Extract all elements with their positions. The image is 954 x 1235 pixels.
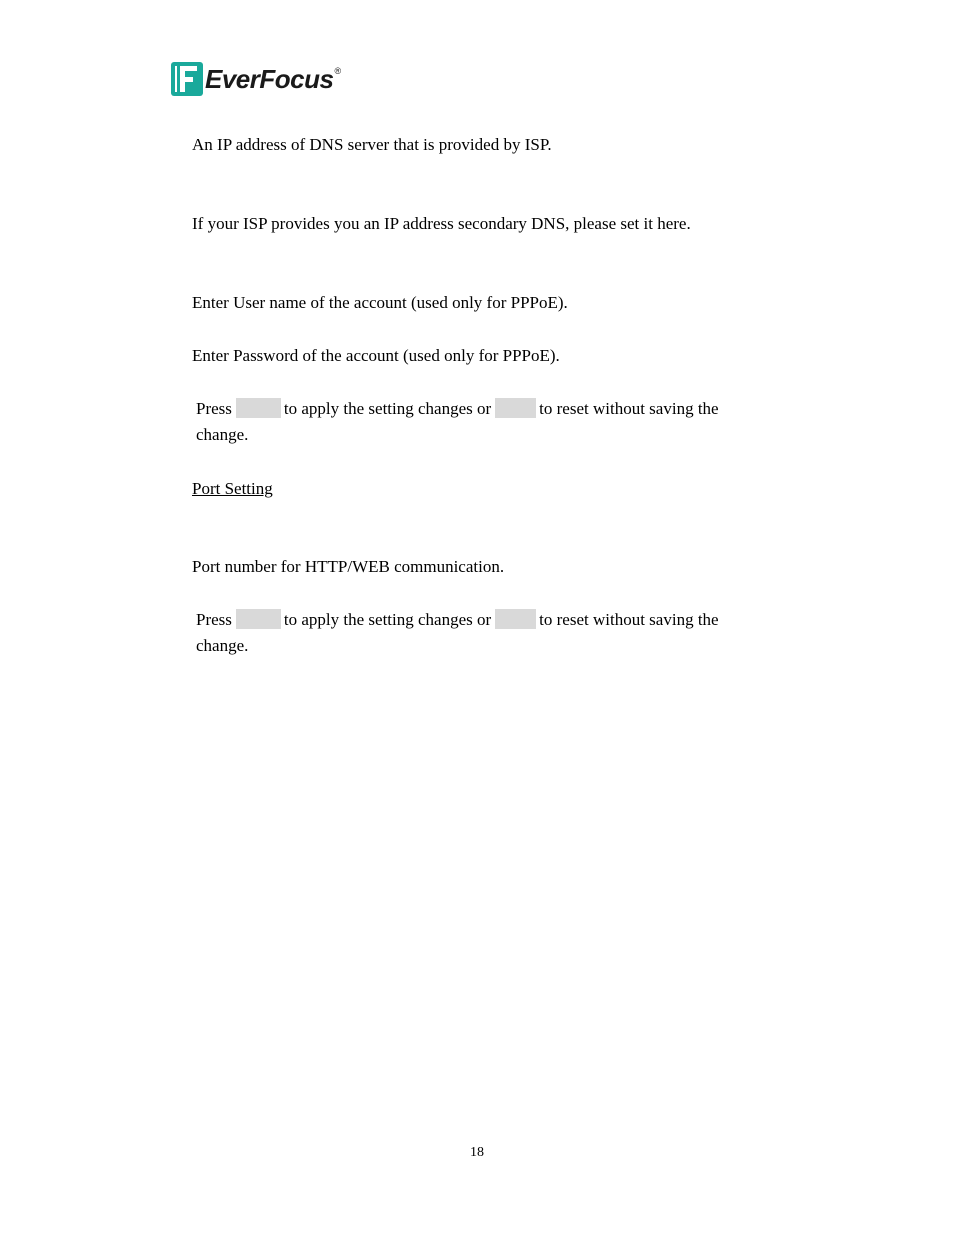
apply-note-text: to apply the setting changes or (283, 399, 492, 418)
dns-secondary-description: If your ISP provides you an IP address secondary DNS, please set it here. (192, 214, 691, 233)
http-port-description: Port number for HTTP/WEB communication. (192, 557, 505, 576)
apply-button-image (236, 609, 281, 629)
dns-primary-description: An IP address of DNS server that is provided by ISP. (192, 135, 552, 154)
user-name-description: Enter User name of the account (used only for PPPoE). (192, 293, 568, 312)
press-word: Press (196, 610, 232, 629)
reset-button-image (495, 398, 536, 418)
page-number: 18 (470, 1145, 484, 1160)
everfocus-logo-icon (171, 62, 203, 96)
reset-button-image (495, 609, 536, 629)
everfocus-logo (171, 61, 341, 97)
apply-reset-note (196, 396, 756, 448)
apply-reset-note (196, 607, 756, 659)
press-word: Press (196, 399, 232, 418)
logo-wordmark: EverFocus (205, 64, 334, 94)
section-title-port-setting: Port Setting (192, 479, 273, 498)
registered-mark: ® (334, 66, 342, 76)
reset-note-text: to reset without saving the change. (196, 610, 719, 655)
apply-note-text: to apply the setting changes or (283, 610, 492, 629)
reset-note-text: to reset without saving the change. (196, 399, 719, 444)
apply-button-image (236, 398, 281, 418)
password-description: Enter Password of the account (used only for PPPoE). (192, 346, 560, 365)
